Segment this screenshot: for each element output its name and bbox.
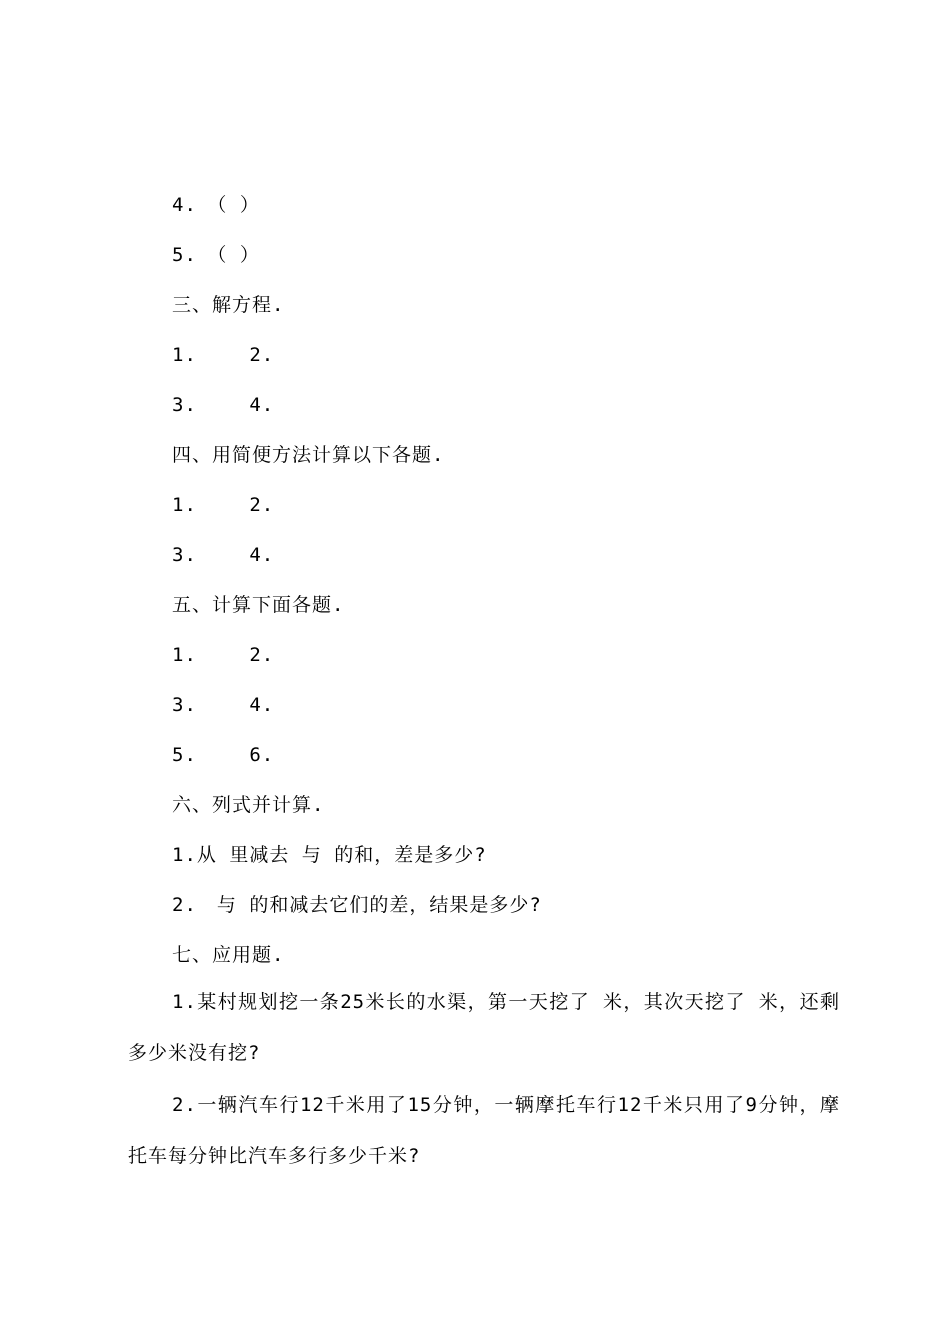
section-4-row-2: 3. 4. [172,544,275,566]
section-7-heading: 七、应用题. [172,944,285,966]
question-5-line: 5. （ ） [172,244,260,266]
section-6-question-1: 1.从 里减去 与 的和，差是多少? [172,844,487,866]
section-5-heading: 五、计算下面各题. [172,594,345,616]
section-5-row-2: 3. 4. [172,694,275,716]
section-4-heading: 四、用简便方法计算以下各题. [172,444,445,466]
section-5-row-1: 1. 2. [172,644,275,666]
section-6-question-2: 2. 与 的和减去它们的差，结果是多少? [172,894,542,916]
section-3-row-2: 3. 4. [172,394,275,416]
section-6-heading: 六、列式并计算. [172,794,325,816]
application-problem-2: 2.一辆汽车行12千米用了15分钟，一辆摩托车行12千米只用了9分钟，摩托车每分钟比汽车多行多少千米? [128,1094,840,1167]
section-4-row-1: 1. 2. [172,494,275,516]
question-4-line: 4. （ ） [172,194,260,216]
section-3-row-1: 1. 2. [172,344,275,366]
application-problem-1: 1.某村规划挖一条25米长的水渠，第一天挖了 米，其次天挖了 米，还剩多少米没有挖? [128,991,840,1064]
section-3-heading: 三、解方程. [172,294,285,316]
section-5-row-3: 5. 6. [172,744,275,766]
